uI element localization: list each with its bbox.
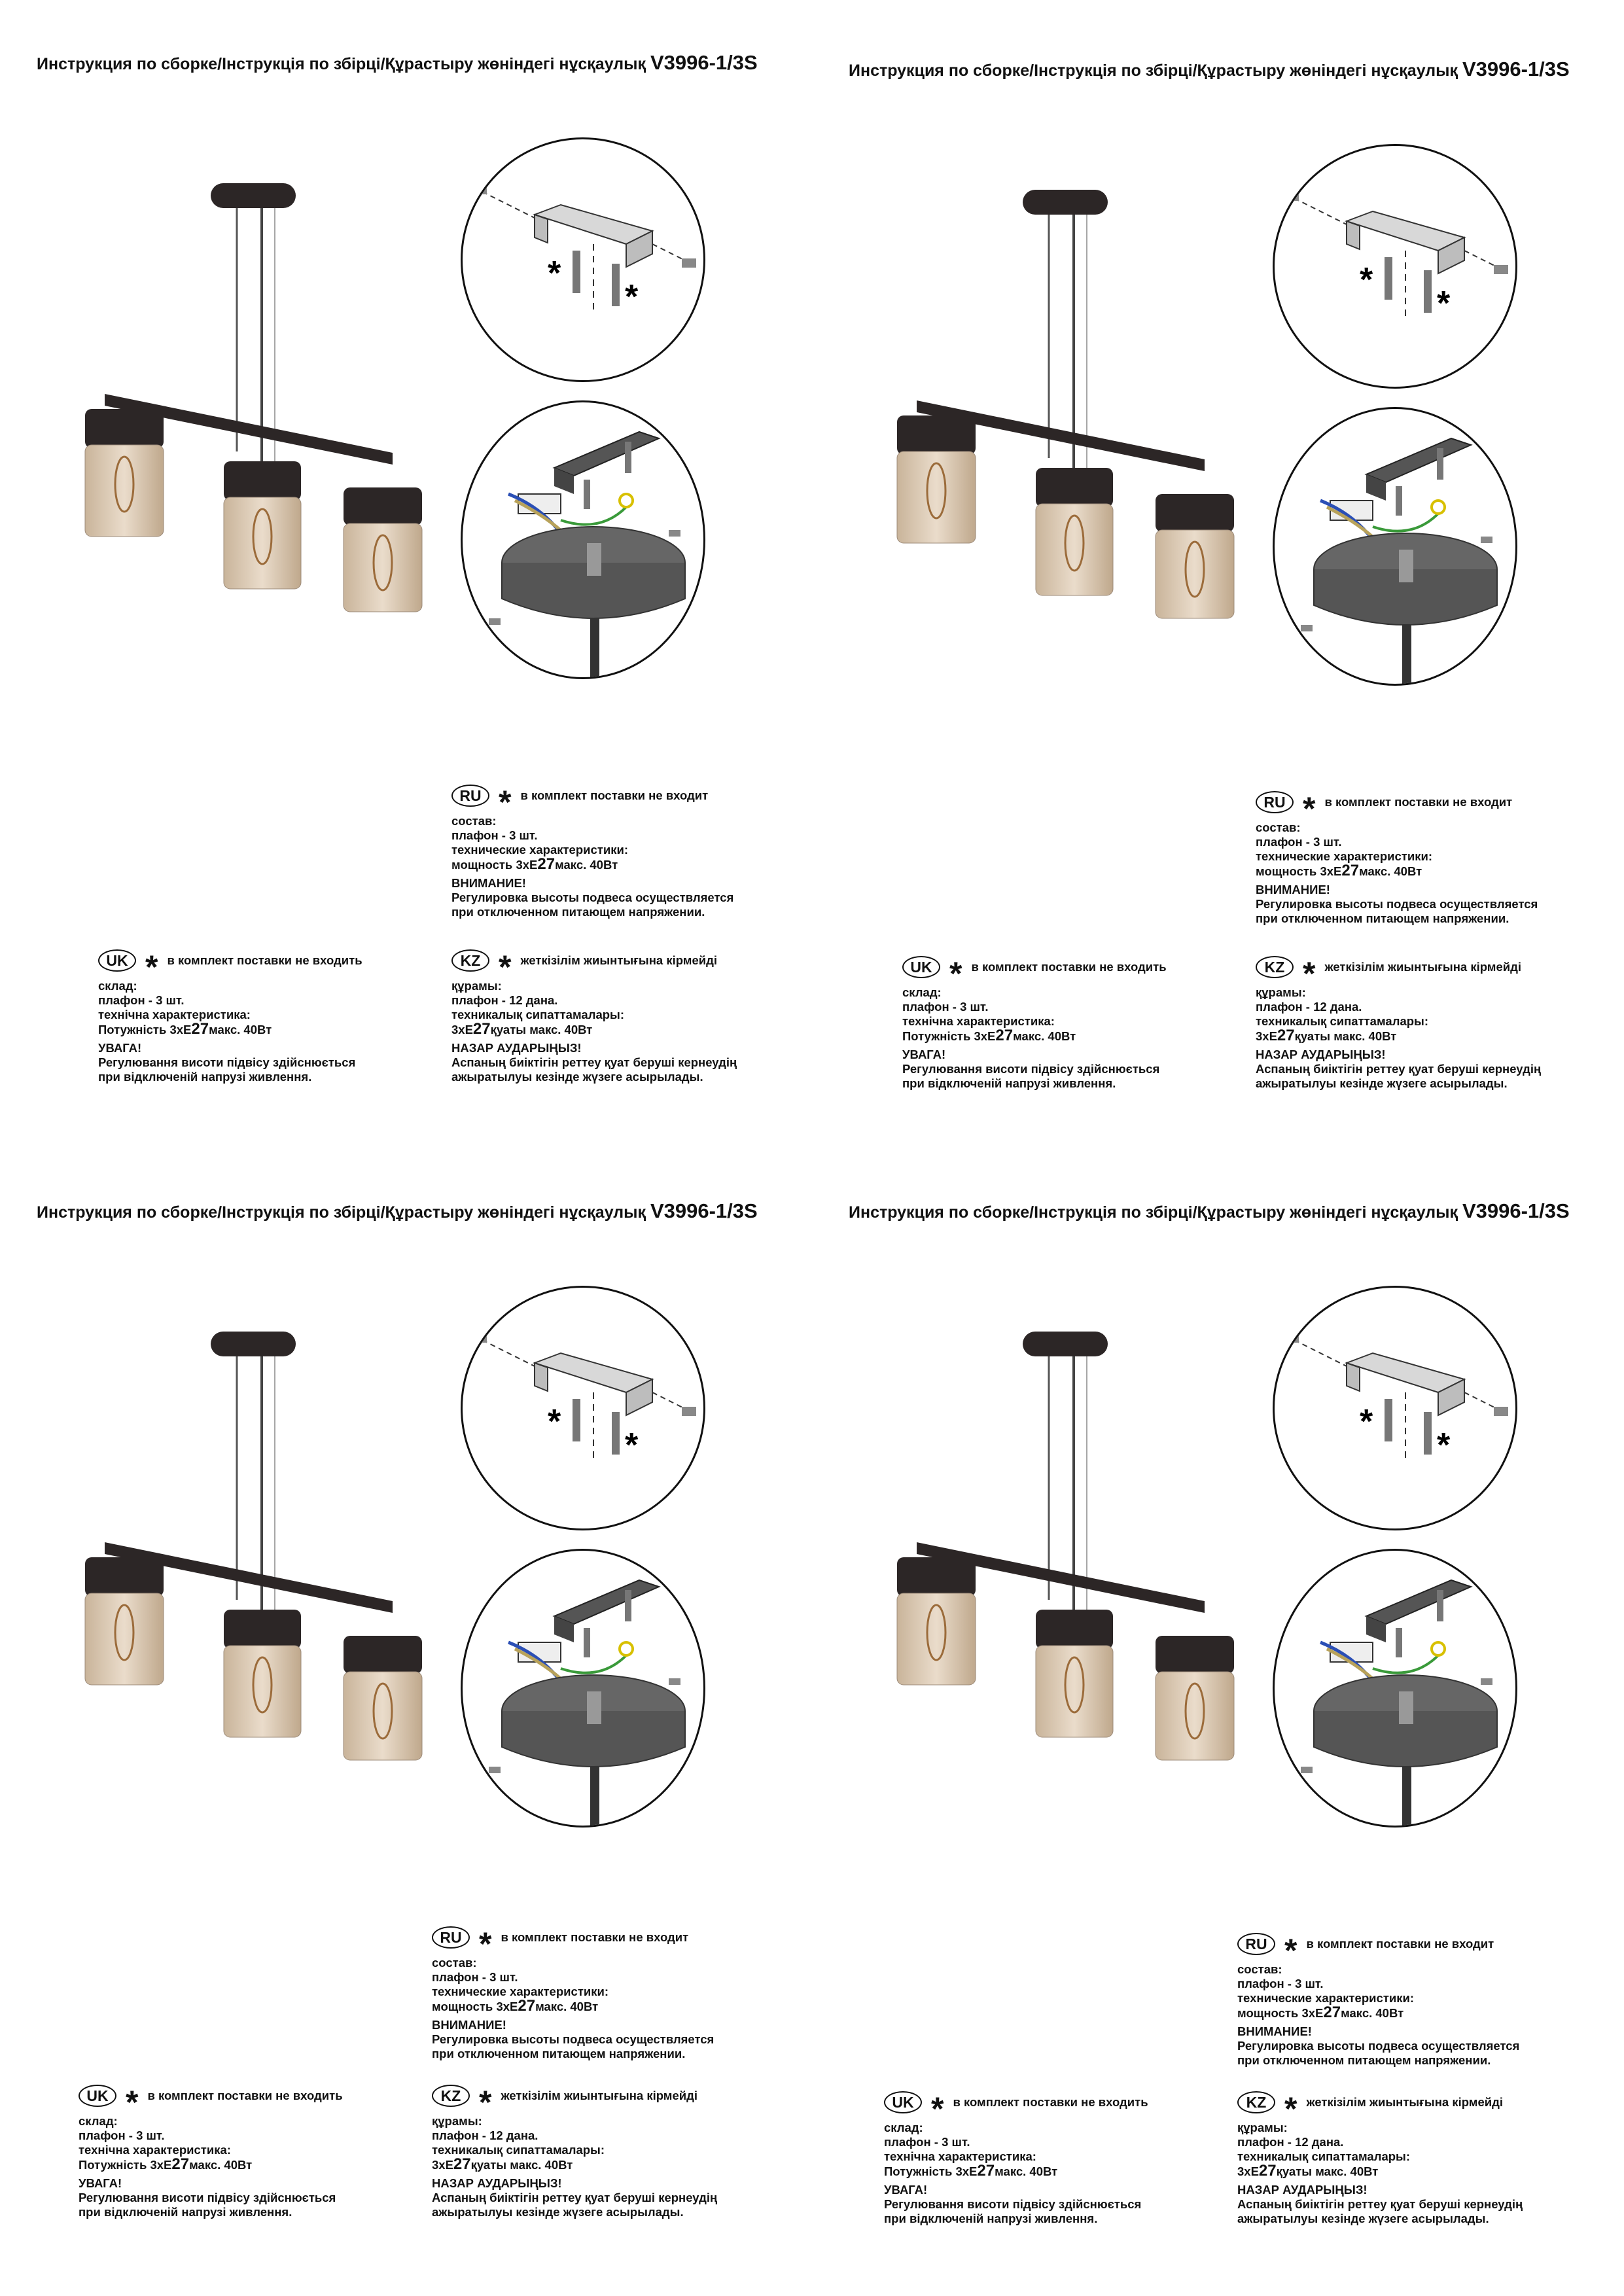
ru-power: мощность 3хЕ27макс. 40Вт	[432, 1997, 599, 2015]
lamp-shade	[344, 1636, 422, 1760]
sheet-title	[37, 51, 758, 75]
kz-specs-label: техникалық сипаттамалары:	[432, 2143, 605, 2157]
lamp-shade	[224, 1610, 301, 1737]
uk-composition: плафон - 3 шт.	[884, 2135, 970, 2149]
uk-composition-label: склад:	[98, 979, 137, 993]
kz-composition-label: құрамы:	[1256, 985, 1306, 999]
sheet-title	[849, 1199, 1570, 1223]
ru-composition-label: состав:	[451, 814, 497, 828]
asterisk-mark: *	[548, 255, 561, 292]
kz-specs-label: техникалық сипаттамалары:	[451, 1008, 625, 1021]
instruction-sheet	[0, 0, 812, 1148]
ru-badge: RU	[1256, 791, 1294, 813]
wiring-diagram	[1273, 407, 1517, 686]
ru-composition-label: состав:	[1256, 821, 1301, 834]
ru-specs-label: технические характеристики:	[451, 843, 629, 857]
bracket-mounting-diagram	[461, 1286, 705, 1530]
kz-composition: плафон - 12 дана.	[1256, 1000, 1362, 1014]
uk-composition: плафон - 3 шт.	[98, 993, 185, 1007]
uk-specs-label: технічна характеристика:	[884, 2149, 1036, 2163]
kz-note: жеткізілім жиынтығына кірмейді	[1306, 2095, 1504, 2109]
ru-warning-line: при отключенном питающем напряжении.	[432, 2047, 686, 2060]
kz-composition-label: құрамы:	[432, 2114, 482, 2128]
ru-composition: плафон - 3 шт.	[451, 828, 538, 842]
kz-power: 3хЕ27қуаты макс. 40Вт	[451, 1020, 593, 1038]
uk-warning-label: УВАГА!	[902, 1048, 946, 1061]
asterisk-mark: *	[1284, 1932, 1297, 1969]
ru-power: мощность 3хЕ27макс. 40Вт	[1256, 862, 1422, 879]
model-number: V3996-1/3S	[1462, 1199, 1570, 1222]
ru-warning-line: Регулировка высоты подвеса осуществляется	[451, 891, 734, 904]
bracket-mounting-diagram	[1273, 144, 1517, 389]
ru-section	[432, 1924, 714, 2061]
uk-note: в комплект поставки не входить	[971, 960, 1167, 974]
uk-warning-line: при відключеній напрузі живлення.	[884, 2212, 1098, 2225]
ru-warning-line: при отключенном питающем напряжении.	[1237, 2053, 1491, 2067]
lamp-shade	[1036, 1610, 1113, 1737]
asterisk-mark: *	[1303, 955, 1316, 992]
chandelier-illustration	[65, 1305, 445, 1763]
ru-warning-label: ВНИМАНИЕ!	[1237, 2024, 1312, 2038]
lamp-shade	[1036, 468, 1113, 595]
kz-specs-label: техникалық сипаттамалары:	[1256, 1014, 1429, 1028]
uk-badge: UK	[98, 949, 136, 972]
ru-composition-label: состав:	[1237, 1962, 1282, 1976]
ru-note: в комплект поставки не входит	[1324, 795, 1513, 809]
kz-section	[451, 947, 737, 1084]
wiring-diagram	[1273, 1549, 1517, 1828]
kz-warning-line: ажыратылуы кезінде жүзеге асырылады.	[1256, 1076, 1508, 1090]
lamp-shade	[897, 415, 976, 543]
uk-power: Потужність 3хЕ27макс. 40Вт	[79, 2155, 253, 2173]
ru-power: мощность 3хЕ27макс. 40Вт	[1237, 2004, 1404, 2021]
kz-warning-line: ажыратылуы кезінде жүзеге асырылады.	[432, 2205, 684, 2219]
asterisk-mark: *	[625, 278, 639, 316]
ru-warning-line: Регулировка высоты подвеса осуществляется	[1237, 2039, 1520, 2053]
instruction-sheet	[0, 1148, 812, 2296]
uk-power: Потужність 3хЕ27макс. 40Вт	[98, 1020, 272, 1038]
asterisk-mark: *	[145, 949, 158, 985]
wiring-diagram	[461, 400, 705, 679]
model-number: V3996-1/3S	[650, 1199, 758, 1222]
uk-power: Потужність 3хЕ27макс. 40Вт	[884, 2162, 1058, 2180]
ru-section	[1256, 789, 1538, 926]
asterisk-mark: *	[1284, 2091, 1297, 2127]
chandelier-illustration	[877, 164, 1257, 622]
kz-note: жеткізілім жиынтығына кірмейді	[501, 2089, 698, 2102]
asterisk-mark: *	[548, 1403, 561, 1441]
asterisk-mark: *	[931, 2091, 944, 2127]
kz-composition-label: құрамы:	[451, 979, 502, 993]
kz-power: 3хЕ27қуаты макс. 40Вт	[1237, 2162, 1379, 2180]
model-number: V3996-1/3S	[1462, 58, 1570, 80]
ru-warning-label: ВНИМАНИЕ!	[451, 876, 526, 890]
kz-warning-line: ажыратылуы кезінде жүзеге асырылады.	[451, 1070, 703, 1084]
kz-warning-line: Аспаның биіктігін реттеу қуат беруші кернеудің	[451, 1055, 737, 1069]
kz-badge: KZ	[451, 949, 489, 972]
kz-note: жеткізілім жиынтығына кірмейді	[520, 953, 718, 967]
uk-badge: UK	[884, 2091, 922, 2113]
sheet-title	[37, 1199, 758, 1223]
instruction-sheet	[812, 7, 1624, 1154]
lamp-shade	[85, 409, 164, 537]
instruction-sheet	[812, 1148, 1624, 2296]
asterisk-mark: *	[1360, 1403, 1373, 1441]
uk-composition-label: склад:	[902, 985, 942, 999]
lamp-shade	[1156, 494, 1234, 618]
kz-composition: плафон - 12 дана.	[432, 2128, 538, 2142]
lamp-shade	[85, 1557, 164, 1685]
uk-specs-label: технічна характеристика:	[79, 2143, 231, 2157]
chandelier-illustration	[65, 157, 445, 615]
kz-specs-label: техникалық сипаттамалары:	[1237, 2149, 1411, 2163]
ru-badge: RU	[1237, 1933, 1275, 1955]
wiring-diagram	[461, 1549, 705, 1828]
uk-specs-label: технічна характеристика:	[98, 1008, 251, 1021]
bracket-mounting-diagram	[1273, 1286, 1517, 1530]
kz-warning-line: Аспаның биіктігін реттеу қуат беруші кернеудің	[432, 2191, 718, 2204]
asterisk-mark: *	[1360, 261, 1373, 299]
ru-note: в комплект поставки не входит	[501, 1930, 689, 1944]
uk-warning-line: Регулювання висоти підвісу здійснюється	[98, 1055, 356, 1069]
ru-power: мощность 3хЕ27макс. 40Вт	[451, 855, 618, 873]
asterisk-mark: *	[625, 1426, 639, 1464]
ru-warning-line: при отключенном питающем напряжении.	[451, 905, 705, 919]
asterisk-mark: *	[949, 955, 962, 992]
ru-composition: плафон - 3 шт.	[1256, 835, 1342, 849]
ru-badge: RU	[432, 1926, 470, 1949]
uk-warning-line: при відключеній напрузі живлення.	[79, 2205, 292, 2219]
kz-section	[1237, 2089, 1523, 2226]
ru-note: в комплект поставки не входит	[520, 788, 709, 802]
ru-warning-label: ВНИМАНИЕ!	[432, 2018, 506, 2032]
asterisk-mark: *	[1437, 1426, 1451, 1464]
asterisk-mark: *	[479, 1926, 492, 1962]
asterisk-mark: *	[1303, 790, 1316, 827]
uk-warning-line: Регулювання висоти підвісу здійснюється	[884, 2197, 1142, 2211]
uk-warning-line: при відключеній напрузі живлення.	[98, 1070, 312, 1084]
kz-warning-line: Аспаның биіктігін реттеу қуат беруші кернеудің	[1237, 2197, 1523, 2211]
uk-section	[98, 947, 362, 1084]
uk-composition: плафон - 3 шт.	[79, 2128, 165, 2142]
asterisk-mark: *	[126, 2084, 139, 2121]
kz-composition: плафон - 12 дана.	[451, 993, 558, 1007]
ru-specs-label: технические характеристики:	[432, 1985, 609, 1998]
kz-badge: KZ	[432, 2085, 470, 2107]
ru-composition-label: состав:	[432, 1956, 477, 1969]
kz-note: жеткізілім жиынтығына кірмейді	[1324, 960, 1522, 974]
kz-warning-label: НАЗАР АУДАРЫҢЫЗ!	[432, 2176, 562, 2190]
uk-composition-label: склад:	[79, 2114, 118, 2128]
title-text: Инструкция по сборке/Інструкція по збірці/Құрастыру жөніндегі нұсқаулық	[37, 1203, 646, 1222]
kz-warning-label: НАЗАР АУДАРЫҢЫЗ!	[1256, 1048, 1386, 1061]
uk-badge: UK	[902, 956, 940, 978]
title-text: Инструкция по сборке/Інструкція по збірці/Құрастыру жөніндегі нұсқаулық	[849, 1203, 1458, 1222]
uk-warning-label: УВАГА!	[98, 1041, 142, 1055]
kz-power: 3хЕ27қуаты макс. 40Вт	[432, 2155, 573, 2173]
kz-badge: KZ	[1256, 956, 1294, 978]
lamp-shade	[224, 461, 301, 589]
uk-note: в комплект поставки не входить	[167, 953, 362, 967]
uk-warning-line: Регулювання висоти підвісу здійснюється	[902, 1062, 1160, 1076]
kz-warning-line: ажыратылуы кезінде жүзеге асырылады.	[1237, 2212, 1489, 2225]
uk-warning-label: УВАГА!	[79, 2176, 122, 2190]
kz-badge: KZ	[1237, 2091, 1275, 2113]
lamp-shade	[1156, 1636, 1234, 1760]
uk-section	[902, 954, 1167, 1091]
bracket-mounting-diagram	[461, 137, 705, 382]
kz-section	[1256, 954, 1541, 1091]
asterisk-mark: *	[499, 949, 512, 985]
uk-specs-label: технічна характеристика:	[902, 1014, 1055, 1028]
kz-composition-label: құрамы:	[1237, 2121, 1288, 2134]
kz-composition: плафон - 12 дана.	[1237, 2135, 1344, 2149]
uk-composition: плафон - 3 шт.	[902, 1000, 989, 1014]
uk-section	[884, 2089, 1148, 2226]
uk-composition-label: склад:	[884, 2121, 923, 2134]
kz-warning-line: Аспаның биіктігін реттеу қуат беруші кернеудің	[1256, 1062, 1542, 1076]
ru-warning-line: Регулировка высоты подвеса осуществляется	[432, 2032, 715, 2046]
uk-section	[79, 2083, 343, 2219]
model-number: V3996-1/3S	[650, 51, 758, 74]
uk-warning-line: Регулювання висоти підвісу здійснюється	[79, 2191, 336, 2204]
chandelier-illustration	[877, 1305, 1257, 1763]
title-text: Инструкция по сборке/Інструкція по збірці/Құрастыру жөніндегі нұсқаулық	[849, 62, 1458, 80]
uk-note: в комплект поставки не входить	[147, 2089, 343, 2102]
asterisk-mark: *	[1437, 285, 1451, 323]
ru-badge: RU	[451, 785, 489, 807]
ru-warning-line: при отключенном питающем напряжении.	[1256, 911, 1509, 925]
ru-warning-line: Регулировка высоты подвеса осуществляется	[1256, 897, 1538, 911]
ru-specs-label: технические характеристики:	[1237, 1991, 1415, 2005]
ru-section	[451, 783, 733, 919]
uk-warning-label: УВАГА!	[884, 2183, 928, 2197]
title-text: Инструкция по сборке/Інструкція по збірці/Құрастыру жөніндегі нұсқаулық	[37, 55, 646, 73]
asterisk-mark: *	[499, 784, 512, 821]
ru-composition: плафон - 3 шт.	[1237, 1977, 1324, 1990]
uk-note: в комплект поставки не входить	[953, 2095, 1148, 2109]
ru-section	[1237, 1931, 1519, 2068]
kz-power: 3хЕ27қуаты макс. 40Вт	[1256, 1027, 1397, 1044]
asterisk-mark: *	[479, 2084, 492, 2121]
uk-badge: UK	[79, 2085, 116, 2107]
ru-warning-label: ВНИМАНИЕ!	[1256, 883, 1330, 896]
lamp-shade	[344, 487, 422, 612]
uk-warning-line: при відключеній напрузі живлення.	[902, 1076, 1116, 1090]
sheet-title	[849, 58, 1570, 81]
kz-section	[432, 2083, 717, 2219]
lamp-shade	[897, 1557, 976, 1685]
kz-warning-label: НАЗАР АУДАРЫҢЫЗ!	[1237, 2183, 1368, 2197]
uk-power: Потужність 3хЕ27макс. 40Вт	[902, 1027, 1076, 1044]
ru-specs-label: технические характеристики:	[1256, 849, 1433, 863]
ru-composition: плафон - 3 шт.	[432, 1970, 518, 1984]
ru-note: в комплект поставки не входит	[1306, 1937, 1494, 1951]
kz-warning-label: НАЗАР АУДАРЫҢЫЗ!	[451, 1041, 582, 1055]
